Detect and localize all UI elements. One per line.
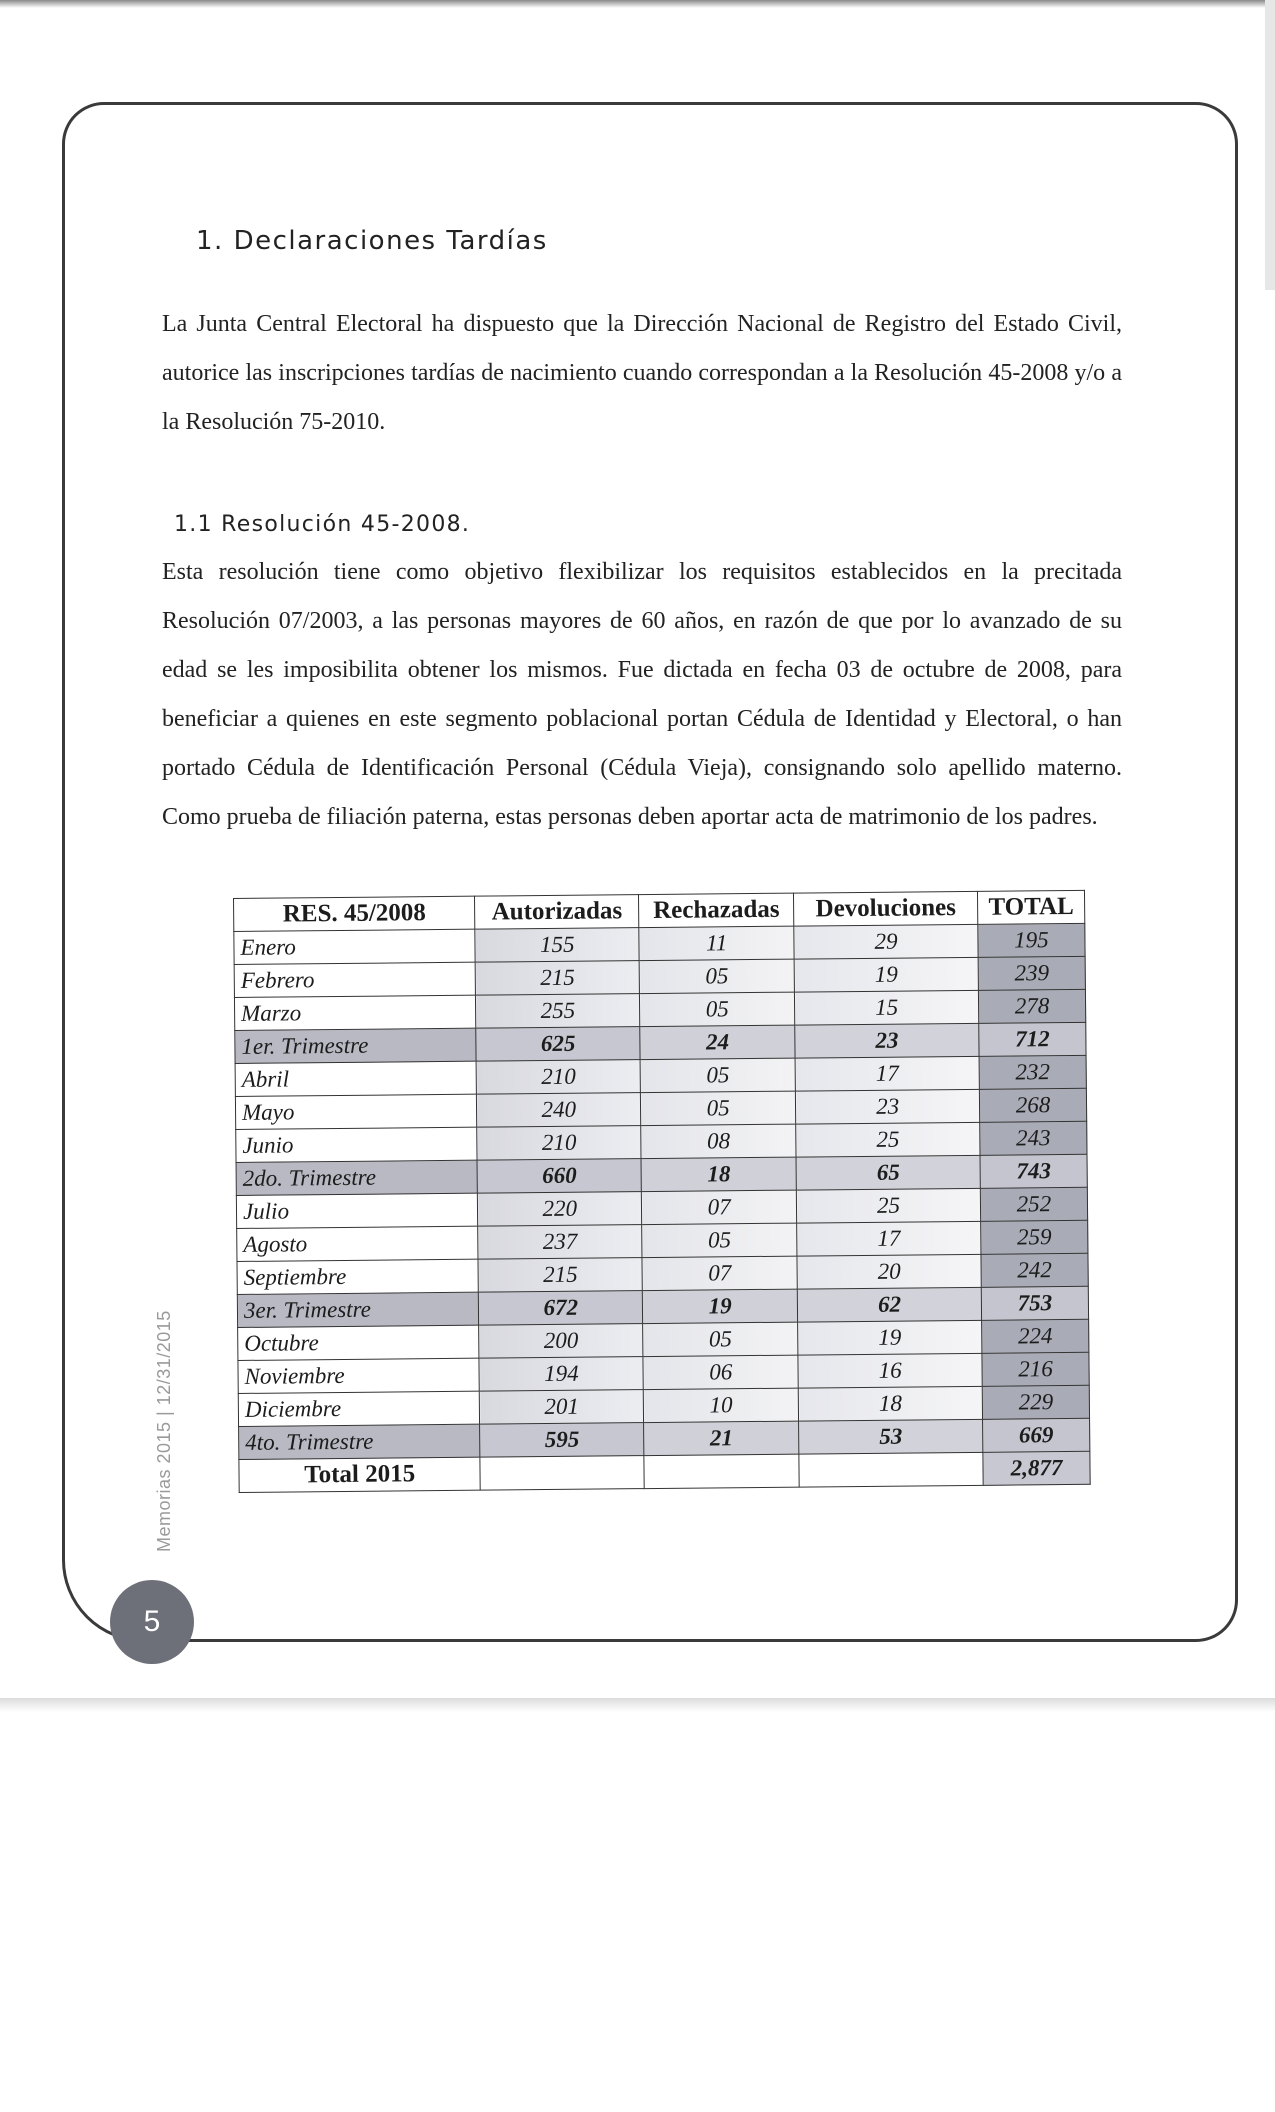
cell-total: 229 <box>982 1385 1089 1419</box>
cell-autorizadas: 215 <box>478 1258 642 1293</box>
cell-devoluciones: 15 <box>795 990 979 1025</box>
cell-total: 232 <box>979 1055 1086 1089</box>
cell-autorizadas: 660 <box>477 1159 641 1194</box>
cell-total: 239 <box>978 956 1085 990</box>
cell-autorizadas: 201 <box>480 1390 644 1425</box>
row-label: Septiembre <box>237 1259 479 1294</box>
cell-total: 753 <box>981 1286 1088 1320</box>
cell-total: 243 <box>980 1121 1087 1155</box>
row-label: 3er. Trimestre <box>237 1292 479 1327</box>
subsection-title: 1.1 Resolución 45-2008. <box>174 512 471 537</box>
cell-autorizadas: 625 <box>476 1027 640 1062</box>
cell-rechazadas: 10 <box>643 1388 798 1422</box>
cell-total: 216 <box>982 1352 1089 1386</box>
row-label: 4to. Trimestre <box>239 1424 481 1459</box>
subsection-paragraph: Esta resolución tiene como objetivo flexibilizar los requisitos establecidos en la precitada Resolución 07/2003, a las personas mayores de 60 años, en razón de que por lo avanzado de su edad se les imposibilita obtener los mismos. Fue dictada en fecha 03 de octubre de 2008, para beneficiar a quienes en este segmento poblacional portan Cédula de Identidad y Electoral, o han portado Cédula de Identificación Personal (Cédula Vieja), consignando solo apellido materno. Como prueba de filiación paterna, estas personas deben aportar acta de matrimonio de los padres. <box>162 559 1122 830</box>
row-label: Enero <box>234 929 476 964</box>
cell-total: 195 <box>978 923 1085 957</box>
cell-devoluciones: 20 <box>797 1254 981 1289</box>
cell-total: 743 <box>980 1154 1087 1188</box>
cell-autorizadas: 220 <box>478 1192 642 1227</box>
row-label: Marzo <box>234 995 476 1030</box>
total-label: Total 2015 <box>239 1457 481 1492</box>
cell-rechazadas: 08 <box>641 1124 796 1158</box>
cell-rechazadas: 07 <box>642 1190 797 1224</box>
cell-autorizadas: 672 <box>479 1291 643 1326</box>
cell-devoluciones: 17 <box>797 1221 981 1256</box>
cell-rechazadas: 24 <box>640 1025 795 1059</box>
page-number-badge: 5 <box>110 1580 194 1664</box>
scan-edge-bottom <box>0 1698 1275 1712</box>
cell-devoluciones: 62 <box>797 1287 981 1322</box>
cell-rechazadas: 05 <box>643 1322 798 1356</box>
cell-rechazadas: 19 <box>643 1289 798 1323</box>
resolution-stats-table <box>233 890 1091 1493</box>
cell-autorizadas: 210 <box>477 1126 641 1161</box>
cell-devoluciones: 23 <box>795 1023 979 1058</box>
cell-rechazadas: 18 <box>641 1157 796 1191</box>
cell-autorizadas: 595 <box>480 1423 644 1458</box>
header-devoluciones: Devoluciones <box>794 891 978 926</box>
cell-devoluciones: 25 <box>797 1188 981 1223</box>
cell-autorizadas: 240 <box>477 1093 641 1128</box>
header-res: RES. 45/2008 <box>234 896 476 931</box>
row-label: Abril <box>235 1061 477 1096</box>
cell-rechazadas: 07 <box>642 1256 797 1290</box>
row-label: Diciembre <box>238 1391 480 1426</box>
cell-rechazadas: 05 <box>641 1091 796 1125</box>
cell-total: 278 <box>978 989 1085 1023</box>
cell-devoluciones: 29 <box>794 924 978 959</box>
cell-rechazadas: 11 <box>639 926 794 960</box>
cell-devoluciones: 25 <box>796 1122 980 1157</box>
cell-total: 669 <box>983 1418 1090 1452</box>
cell-autorizadas: 215 <box>475 961 639 996</box>
row-label: Octubre <box>238 1325 480 1360</box>
header-total: TOTAL <box>977 890 1084 924</box>
row-label: Febrero <box>234 962 476 997</box>
cell-devoluciones: 16 <box>798 1353 982 1388</box>
cell-devoluciones: 65 <box>796 1155 980 1190</box>
cell-rechazadas <box>644 1454 799 1488</box>
row-label: 1er. Trimestre <box>235 1028 477 1063</box>
cell-rechazadas: 21 <box>644 1421 799 1455</box>
row-label: Noviembre <box>238 1358 480 1393</box>
cell-rechazadas: 05 <box>640 1058 795 1092</box>
row-label: Julio <box>236 1193 478 1228</box>
grand-total-cell: 2,877 <box>983 1451 1090 1485</box>
side-footer-text: Memorias 2015 | 12/31/2015 <box>154 1310 174 1552</box>
scan-edge-right <box>1265 0 1275 290</box>
cell-devoluciones: 17 <box>795 1056 979 1091</box>
cell-rechazadas: 05 <box>639 959 794 993</box>
cell-total: 242 <box>981 1253 1088 1287</box>
section-title: 1. Declaraciones Tardías <box>196 226 548 256</box>
cell-devoluciones: 19 <box>798 1320 982 1355</box>
row-label: Agosto <box>237 1226 479 1261</box>
cell-devoluciones <box>799 1452 983 1487</box>
cell-devoluciones: 53 <box>799 1419 983 1454</box>
cell-autorizadas: 237 <box>478 1225 642 1260</box>
row-label: Junio <box>236 1127 478 1162</box>
row-label: Mayo <box>235 1094 477 1129</box>
cell-total: 712 <box>979 1022 1086 1056</box>
intro-paragraph: La Junta Central Electoral ha dispuesto que la Dirección Nacional de Registro del Estado Civil, autorice las inscripciones tardías de nacimiento cuando correspondan a la Resolución 45-2008 y/o a la Resolución 75-2010. <box>162 311 1122 435</box>
cell-rechazadas: 05 <box>642 1223 797 1257</box>
header-autorizadas: Autorizadas <box>475 895 639 930</box>
cell-rechazadas: 05 <box>640 992 795 1026</box>
header-rechazadas: Rechazadas <box>639 893 794 927</box>
cell-total: 224 <box>982 1319 1089 1353</box>
cell-total: 252 <box>980 1187 1087 1221</box>
cell-devoluciones: 23 <box>796 1089 980 1124</box>
row-label: 2do. Trimestre <box>236 1160 478 1195</box>
cell-autorizadas <box>480 1456 644 1491</box>
cell-autorizadas: 200 <box>479 1324 643 1359</box>
cell-autorizadas: 194 <box>479 1357 643 1392</box>
cell-autorizadas: 255 <box>476 994 640 1029</box>
cell-autorizadas: 210 <box>476 1060 640 1095</box>
cell-total: 259 <box>981 1220 1088 1254</box>
cell-rechazadas: 06 <box>643 1355 798 1389</box>
cell-devoluciones: 19 <box>794 957 978 992</box>
cell-devoluciones: 18 <box>798 1386 982 1421</box>
cell-autorizadas: 155 <box>475 928 639 963</box>
scan-edge-top <box>0 0 1275 8</box>
cell-total: 268 <box>979 1088 1086 1122</box>
